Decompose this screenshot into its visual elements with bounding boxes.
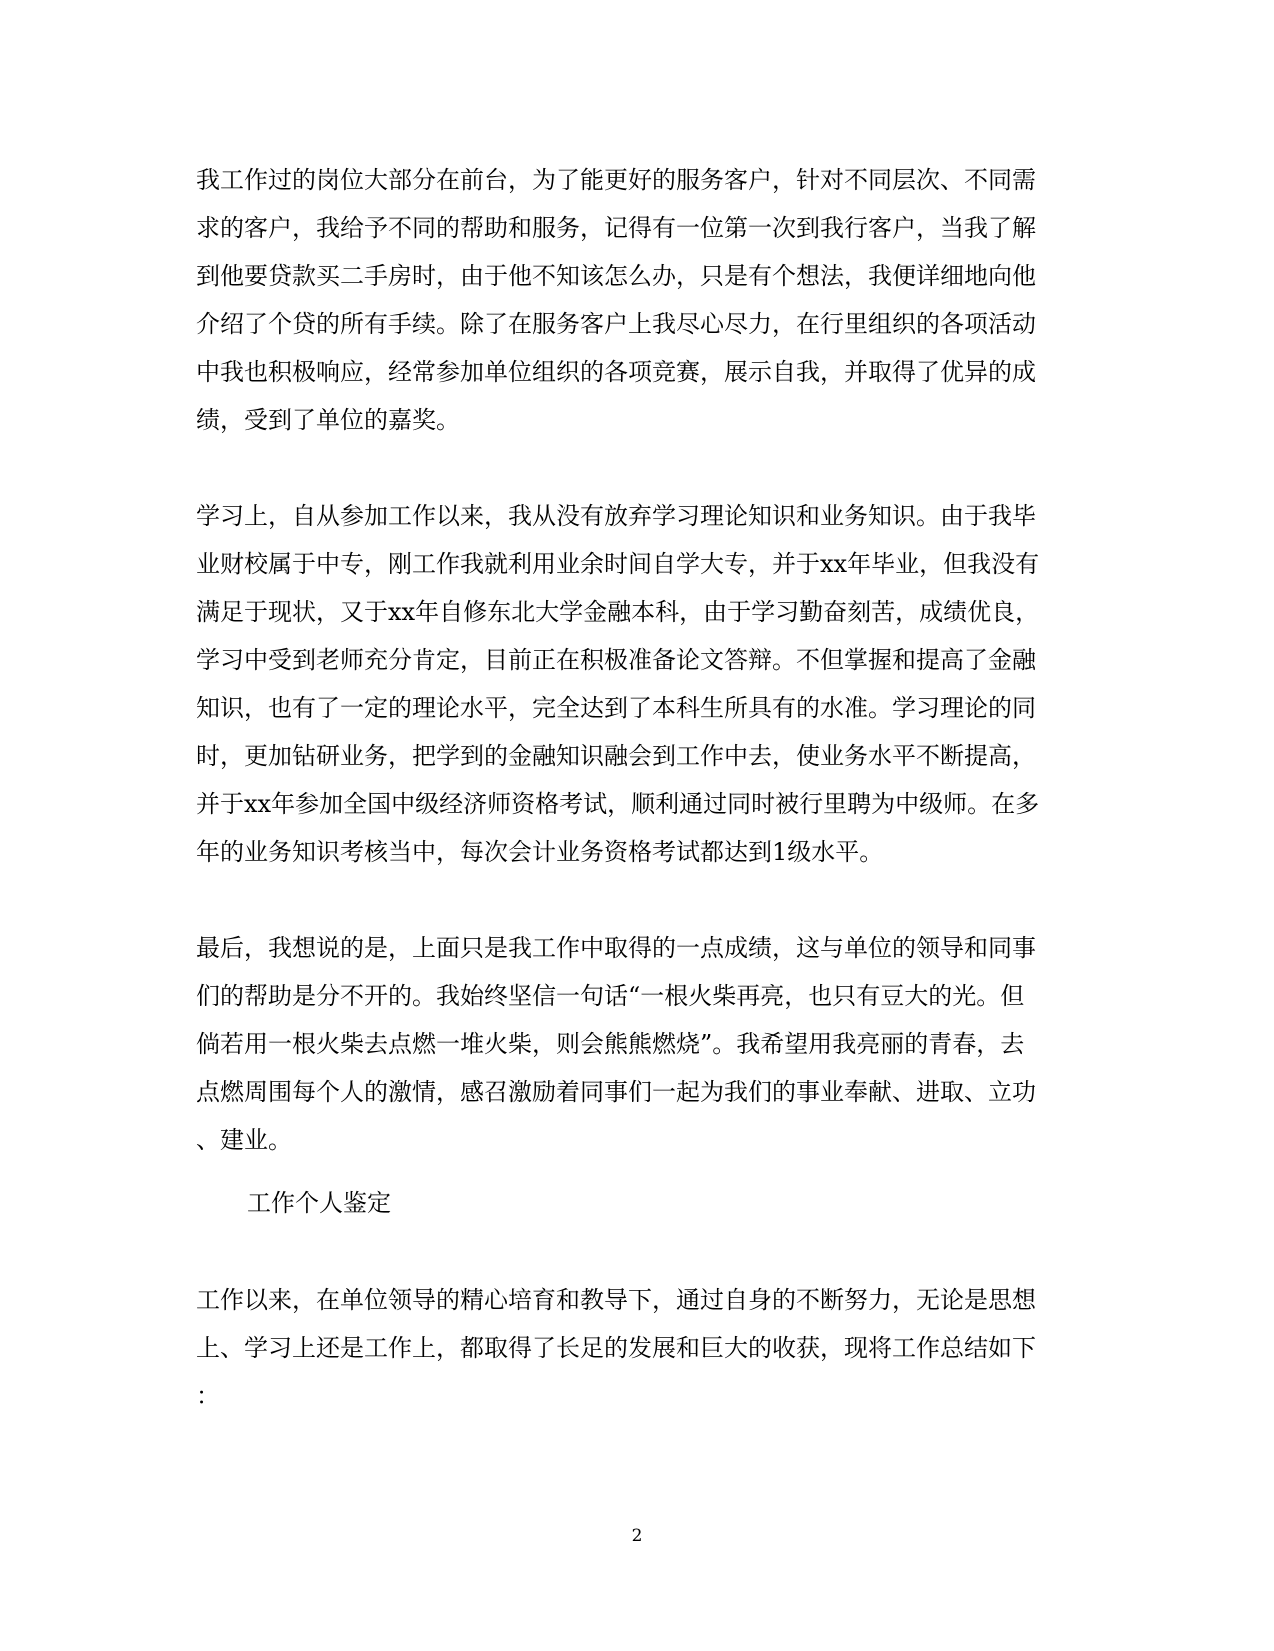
text-line: 学习上，自从参加工作以来，我从没有放弃学习理论知识和业务知识。由于我毕 [196,502,1036,530]
text-line: 知识，也有了一定的理论水平，完全达到了本科生所具有的水准。学习理论的同 [196,694,1036,722]
text-line: 业财校属于中专，刚工作我就利用业余时间自学大专，并于xx年毕业，但我没有 [196,550,1040,578]
text-line: 、建业。 [196,1126,292,1154]
text-line: 绩，受到了单位的嘉奖。 [196,406,460,434]
paragraph-gap [196,876,1078,924]
text-line: 学习中受到老师充分肯定，目前正在积极准备论文答辩。不但掌握和提高了金融 [196,646,1036,674]
page-number: 2 [631,1526,643,1546]
text-line: 们的帮助是分不开的。我始终坚信一句话“一根火柴再亮，也只有豆大的光。但 [196,982,1025,1010]
text-line: 年的业务知识考核当中，每次会计业务资格考试都达到1级水平。 [196,838,884,866]
text-line: 最后，我想说的是，上面只是我工作中取得的一点成绩，这与单位的领导和同事 [196,934,1036,962]
paragraph-3 [196,924,1078,1164]
text-line: ： [196,1382,220,1410]
text-line: 工作以来，在单位领导的精心培育和教导下，通过自身的不断努力，无论是思想 [196,1286,1036,1314]
paragraph-1 [196,156,1078,444]
paragraph-4 [196,1276,1078,1420]
text-line: 满足于现状，又于xx年自修东北大学金融本科，由于学习勤奋刻苦，成绩优良， [196,598,1040,626]
text-line: 点燃周围每个人的激情，感召激励着同事们一起为我们的事业奉献、进取、立功 [196,1078,1036,1106]
text-line: 介绍了个贷的所有手续。除了在服务客户上我尽心尽力，在行里组织的各项活动 [196,310,1036,338]
text-line: 我工作过的岗位大部分在前台，为了能更好的服务客户，针对不同层次、不同需 [196,166,1036,194]
text-line: 上、学习上还是工作上，都取得了长足的发展和巨大的收获，现将工作总结如下 [196,1334,1036,1362]
text-line: 时，更加钻研业务，把学到的金融知识融会到工作中去，使业务水平不断提高， [196,742,1036,770]
section-heading: 工作个人鉴定 [247,1189,391,1217]
text-line: 并于xx年参加全国中级经济师资格考试，顺利通过同时被行里聘为中级师。在多 [196,790,1040,818]
body-text [196,156,1078,1164]
paragraph-gap [196,444,1078,492]
paragraph-2 [196,492,1078,876]
text-line: 到他要贷款买二手房时，由于他不知该怎么办，只是有个想法，我便详细地向他 [196,262,1036,290]
text-line: 倘若用一根火柴去点燃一堆火柴，则会熊熊燃烧”。我希望用我亮丽的青春，去 [196,1030,1025,1058]
text-line: 求的客户，我给予不同的帮助和服务，记得有一位第一次到我行客户，当我了解 [196,214,1036,242]
text-line: 中我也积极响应，经常参加单位组织的各项竞赛，展示自我，并取得了优异的成 [196,358,1036,386]
